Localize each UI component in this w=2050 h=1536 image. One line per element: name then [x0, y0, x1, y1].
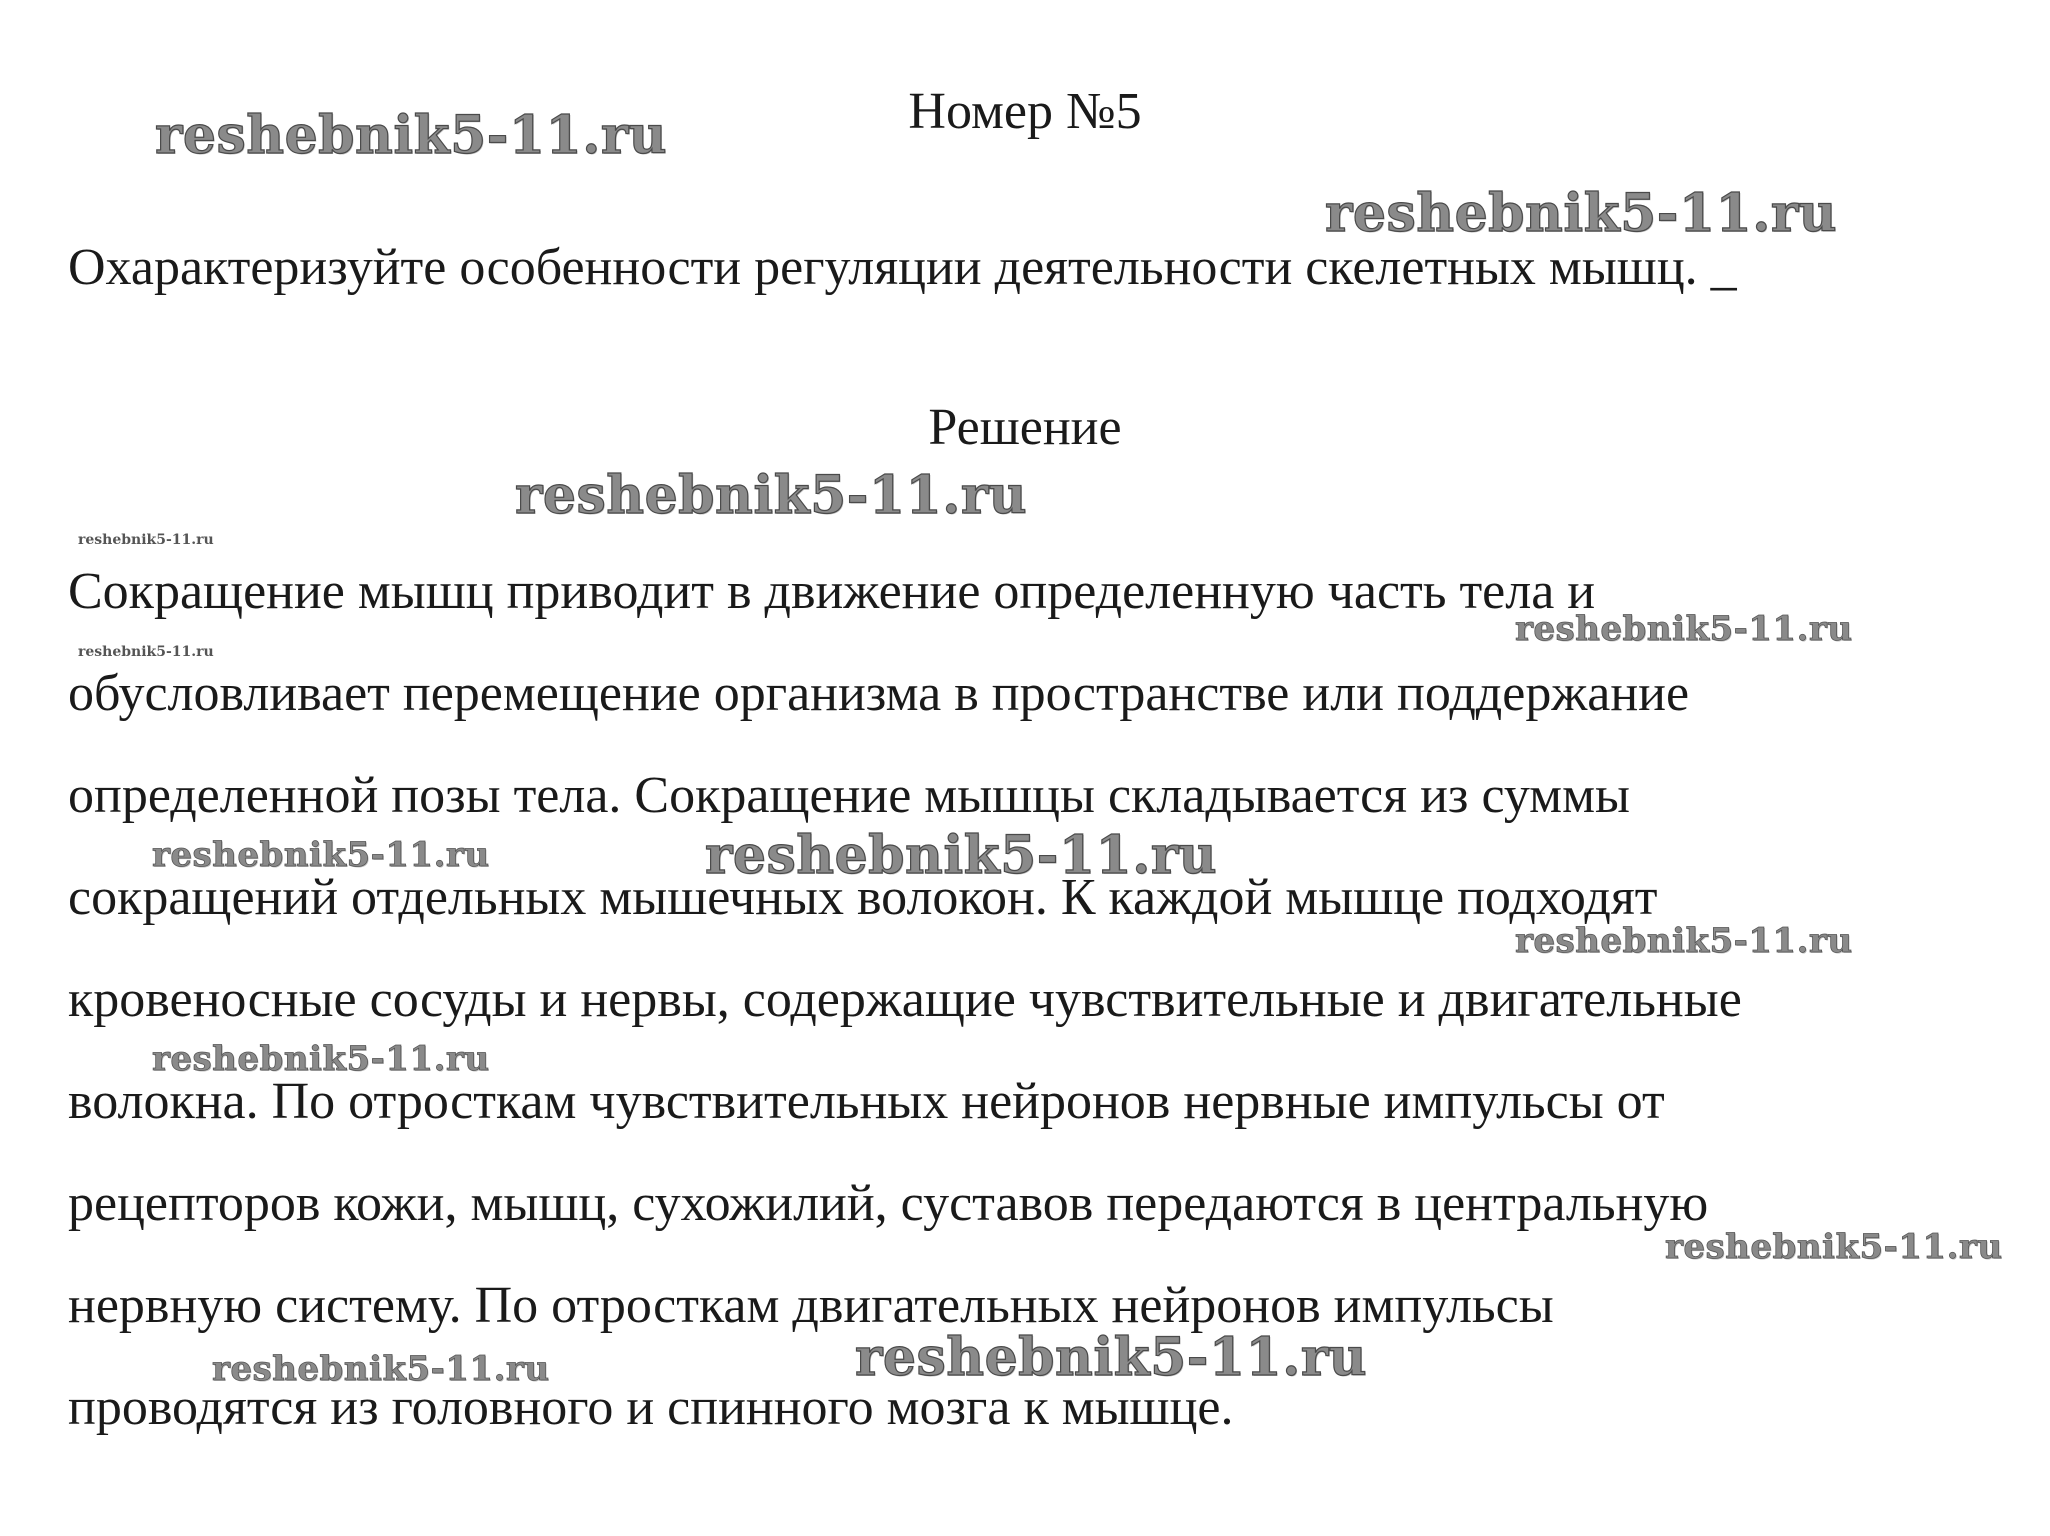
answer-line: обусловливает перемещение организма в пространстве или поддержание: [68, 665, 1690, 722]
question-text: Охарактеризуйте особенности регуляции деятельности скелетных мышц. _: [68, 239, 1737, 296]
watermark: reshebnik5-11.ru: [152, 1039, 490, 1079]
answer-line: кровеносные сосуды и нервы, содержащие чувствительные и двигательные: [68, 971, 1742, 1028]
answer-line: нервную систему. По отросткам двигательных нейронов импульсы: [68, 1277, 1554, 1334]
answer-line: рецепторов кожи, мышц, сухожилий, суставов передаются в центральную: [68, 1175, 1709, 1232]
answer-line: определенной позы тела. Сокращение мышцы складывается из суммы: [68, 767, 1630, 824]
watermark: reshebnik5-11.ru: [212, 1349, 550, 1389]
watermark: reshebnik5-11.ru: [1665, 1227, 2003, 1267]
answer-line: сокращений отдельных мышечных волокон. К каждой мышце подходят: [68, 869, 1658, 926]
answer-line: Сокращение мышц приводит в движение определенную часть тела и: [68, 563, 1596, 620]
answer-line: волокна. По отросткам чувствительных нейронов нервные импульсы от: [68, 1073, 1665, 1130]
watermark: reshebnik5-11.ru: [1515, 921, 1853, 961]
watermark: reshebnik5-11.ru: [1325, 183, 1838, 244]
watermark: reshebnik5-11.ru: [705, 825, 1218, 886]
watermark: reshebnik5-11.ru: [152, 835, 490, 875]
page-title: Номер №5: [908, 83, 1142, 140]
watermark: reshebnik5-11.ru: [78, 644, 214, 660]
watermark: reshebnik5-11.ru: [78, 532, 214, 548]
watermark: reshebnik5-11.ru: [855, 1327, 1368, 1388]
answer-line: проводятся из головного и спинного мозга к мышце.: [68, 1379, 1234, 1436]
watermark: reshebnik5-11.ru: [1515, 609, 1853, 649]
watermark: reshebnik5-11.ru: [155, 105, 668, 166]
watermark: reshebnik5-11.ru: [515, 465, 1028, 526]
solution-heading: Решение: [928, 399, 1122, 456]
